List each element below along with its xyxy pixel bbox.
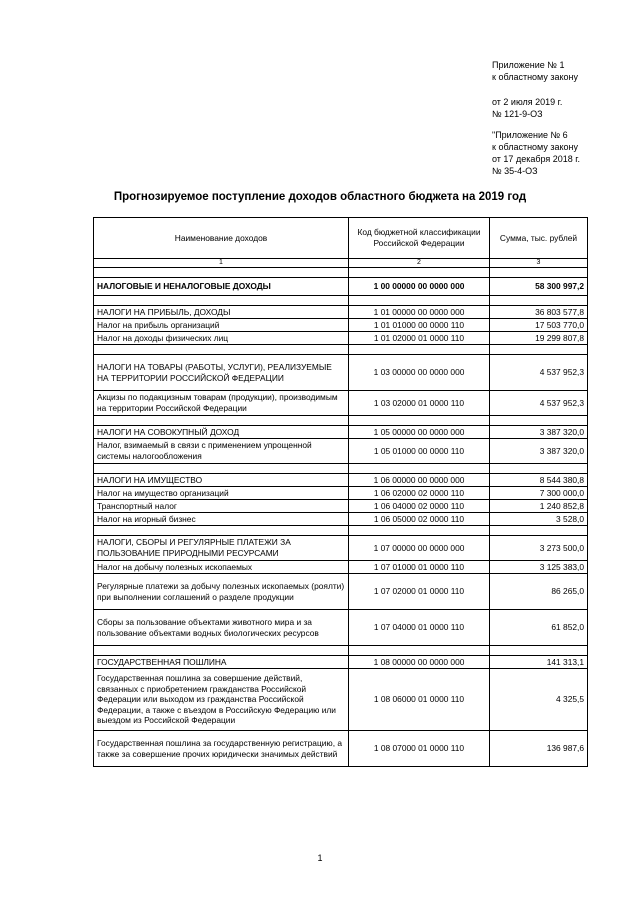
table-row	[94, 610, 588, 646]
prior-law-date: от 17 декабря 2018 г.	[492, 154, 580, 164]
budget-code: 1 03 02000 01 0000 110	[349, 391, 490, 416]
income-name: Налог на игорный бизнес	[94, 513, 349, 526]
income-sum: 4 325,5	[490, 669, 588, 731]
law-date-block	[492, 96, 562, 120]
page-number: 1	[317, 853, 323, 863]
budget-code: 1 01 00000 00 0000 000	[349, 306, 490, 319]
income-sum: 3 387 320,0	[490, 426, 588, 439]
income-sum: 3 273 500,0	[490, 536, 588, 561]
income-sum: 3 528,0	[490, 513, 588, 526]
prior-appendix-line: к областному закону	[492, 142, 578, 152]
column-header-name: Наименование доходов	[94, 218, 349, 259]
income-name: НАЛОГИ НА ТОВАРЫ (РАБОТЫ, УСЛУГИ), РЕАЛИЗУЕМЫЕ НА ТЕРРИТОРИИ РОССИЙСКОЙ ФЕДЕРАЦИИ	[94, 355, 349, 391]
appendix-line: к областному закону	[492, 72, 578, 82]
table-row	[94, 426, 588, 439]
income-name: Государственная пошлина за государственную регистрацию, а также за совершение прочих юридически значимых действий	[94, 731, 349, 767]
budget-code: 1 05 00000 00 0000 000	[349, 426, 490, 439]
income-name: Налог на имущество организаций	[94, 487, 349, 500]
income-name: Государственная пошлина за совершение действий, связанных с приобретением гражданства Российской Федерации или выходом из гражданства Российской Федерации, а также с въездом в Российскую Федерацию или выездом из Российской Федерации	[94, 669, 349, 731]
income-sum: 1 240 852,8	[490, 500, 588, 513]
income-sum: 141 313,1	[490, 656, 588, 669]
income-sum: 19 299 807,8	[490, 332, 588, 345]
budget-code: 1 01 02000 01 0000 110	[349, 332, 490, 345]
table-row	[94, 731, 588, 767]
income-name: Акцизы по подакцизным товарам (продукции), производимым на территории Российской Федерации	[94, 391, 349, 416]
table-row	[94, 278, 588, 296]
budget-code: 1 08 06000 01 0000 110	[349, 669, 490, 731]
income-sum: 3 125 383,0	[490, 561, 588, 574]
income-name: Налог на добычу полезных ископаемых	[94, 561, 349, 574]
table-row	[94, 391, 588, 416]
budget-code: 1 06 00000 00 0000 000	[349, 474, 490, 487]
income-sum: 4 537 952,3	[490, 355, 588, 391]
table-header-row	[94, 218, 588, 259]
income-sum: 7 300 000,0	[490, 487, 588, 500]
column-number: 3	[490, 259, 588, 268]
prior-appendix-line: "Приложение № 6	[492, 130, 568, 140]
income-sum: 61 852,0	[490, 610, 588, 646]
budget-code: 1 08 07000 01 0000 110	[349, 731, 490, 767]
income-sum: 86 265,0	[490, 574, 588, 610]
budget-code: 1 06 05000 02 0000 110	[349, 513, 490, 526]
table-row	[94, 574, 588, 610]
budget-code: 1 01 01000 00 0000 110	[349, 319, 490, 332]
budget-code: 1 07 02000 01 0000 110	[349, 574, 490, 610]
law-number: № 121-9-ОЗ	[492, 109, 543, 119]
budget-code: 1 03 00000 00 0000 000	[349, 355, 490, 391]
table-row	[94, 561, 588, 574]
income-sum: 36 803 577,8	[490, 306, 588, 319]
income-sum: 4 537 952,3	[490, 391, 588, 416]
revenue-table	[93, 217, 588, 767]
column-number: 2	[349, 259, 490, 268]
budget-code: 1 05 01000 00 0000 110	[349, 439, 490, 464]
law-date: от 2 июля 2019 г.	[492, 97, 563, 107]
income-name: НАЛОГИ НА ПРИБЫЛЬ, ДОХОДЫ	[94, 306, 349, 319]
table-row	[94, 439, 588, 464]
income-sum: 58 300 997,2	[490, 278, 588, 296]
appendix-line: Приложение № 1	[492, 60, 565, 70]
income-sum: 136 987,6	[490, 731, 588, 767]
budget-code: 1 08 00000 00 0000 000	[349, 656, 490, 669]
prior-law-number: № 35-4-ОЗ	[492, 166, 538, 176]
table-row	[94, 669, 588, 731]
budget-code: 1 06 04000 02 0000 110	[349, 500, 490, 513]
table-row	[94, 319, 588, 332]
budget-code: 1 07 01000 01 0000 110	[349, 561, 490, 574]
income-sum: 8 544 380,8	[490, 474, 588, 487]
income-sum: 17 503 770,0	[490, 319, 588, 332]
income-sum: 3 387 320,0	[490, 439, 588, 464]
column-header-code: Код бюджетной классификации Российской Федерации	[349, 218, 490, 259]
income-name: НАЛОГОВЫЕ И НЕНАЛОГОВЫЕ ДОХОДЫ	[94, 278, 349, 296]
income-name: Сборы за пользование объектами животного мира и за пользование объектами водных биологических ресурсов	[94, 610, 349, 646]
budget-code: 1 07 00000 00 0000 000	[349, 536, 490, 561]
table-row	[94, 487, 588, 500]
table-row	[94, 513, 588, 526]
table-row	[94, 474, 588, 487]
income-name: НАЛОГИ, СБОРЫ И РЕГУЛЯРНЫЕ ПЛАТЕЖИ ЗА ПОЛЬЗОВАНИЕ ПРИРОДНЫМИ РЕСУРСАМИ	[94, 536, 349, 561]
table-row	[94, 355, 588, 391]
income-name: Налог, взимаемый в связи с применением упрощенной системы налогообложения	[94, 439, 349, 464]
document-title: Прогнозируемое поступление доходов областного бюджета на 2019 год	[113, 191, 527, 203]
income-name: Налог на прибыль организаций	[94, 319, 349, 332]
appendix-header	[492, 59, 578, 83]
column-header-sum: Сумма, тыс. рублей	[490, 218, 588, 259]
table-row	[94, 306, 588, 319]
income-name: НАЛОГИ НА СОВОКУПНЫЙ ДОХОД	[94, 426, 349, 439]
budget-code: 1 00 00000 00 0000 000	[349, 278, 490, 296]
column-number: 1	[94, 259, 349, 268]
table-row	[94, 500, 588, 513]
table-row	[94, 656, 588, 669]
income-name: Регулярные платежи за добычу полезных ископаемых (роялти) при выполнении соглашений о разделе продукции	[94, 574, 349, 610]
column-number-row	[94, 259, 588, 268]
prior-appendix-block	[492, 129, 580, 177]
income-name: Транспортный налог	[94, 500, 349, 513]
income-name: ГОСУДАРСТВЕННАЯ ПОШЛИНА	[94, 656, 349, 669]
income-name: Налог на доходы физических лиц	[94, 332, 349, 345]
table-row	[94, 536, 588, 561]
budget-code: 1 07 04000 01 0000 110	[349, 610, 490, 646]
income-name: НАЛОГИ НА ИМУЩЕСТВО	[94, 474, 349, 487]
table-row	[94, 332, 588, 345]
budget-code: 1 06 02000 02 0000 110	[349, 487, 490, 500]
